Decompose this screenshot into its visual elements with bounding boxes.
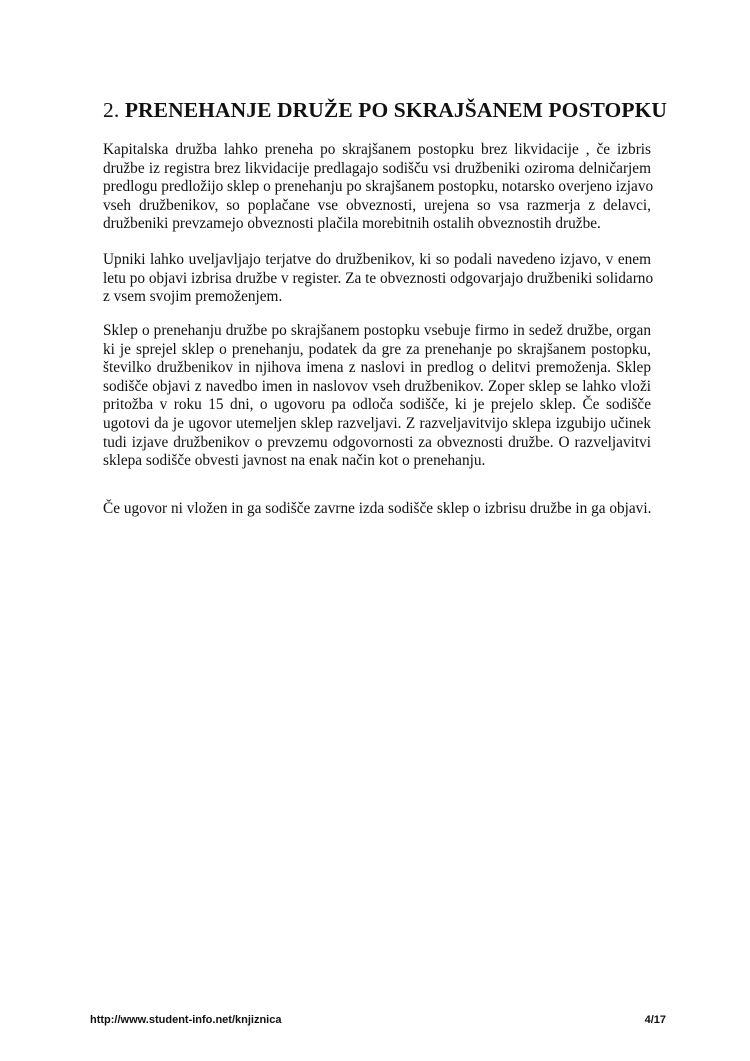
section-number: 2.: [103, 98, 120, 122]
text-line: ki je sprejel sklep o prenehanju, podatek da gre za prenehanje po skrajšanem postopku,: [103, 340, 651, 358]
paragraph-3: [103, 322, 651, 471]
section-title: PRENEHANJE DRUŽE PO SKRAJŠANEM POSTOPKU: [124, 98, 668, 122]
page-number: 4/17: [644, 1014, 666, 1026]
text-line: ugotovi da je ugovor utemeljen sklep razveljavi. Z razveljavitvijo sklepa izgubijo učinek: [103, 414, 651, 432]
section-heading: [103, 98, 667, 123]
text-line: Kapitalska družba lahko preneha po skrajšanem postopku brez likvidacije , če izbris: [103, 141, 651, 158]
text-line: družbeniki prevzamejo obveznosti plačila morebitnih ostalih obveznostih družbe.: [103, 215, 601, 233]
text-line: tudi izjave družbenikov o prevzemu odgovornosti za obveznosti družbe. O razveljavitvi: [103, 433, 651, 451]
text-line: letu po objavi izbrisa družbe v register. Za te obveznosti odgovarjajo družbeniki solidarno: [103, 269, 654, 287]
text-line: številko družbenikov in njihova imena z naslovi in predlog o delitvi premoženja. Sklep: [103, 359, 651, 377]
text-line: Sklep o prenehanju družbe po skrajšanem postopku vsebuje firmo in sedež družbe, organ: [103, 322, 651, 339]
text-line: Upniki lahko uveljavljajo terjatve do družbenikov, ki so podali navedeno izjavo, v enem: [103, 251, 651, 268]
text-line: družbe iz registra brez likvidacije predlagajo sodišču vsi družbeniki oziroma delničarjem: [103, 159, 651, 177]
text-line: sodišče objavi z navedbo imen in naslovov vseh družbenikov. Zoper sklep se lahko vloži: [103, 377, 651, 395]
text-line: sklepa sodišče obvesti javnost na enak način kot o prenehanju.: [103, 452, 486, 470]
text-line: predlogu predložijo sklep o prenehanju po skrajšanem postopku, notarsko overjeno izjavo: [103, 178, 654, 196]
text-line: z vsem svojim premoženjem.: [103, 288, 283, 306]
paragraph-1: [103, 141, 654, 234]
text-line: pritožba v roku 15 dni, o ugovoru pa odloča sodišče, ki je prejelo sklep. Če sodišče: [103, 396, 651, 414]
footer-url: http://www.student-info.net/knjiznica: [90, 1014, 282, 1026]
text-line: vseh družbenikov, so poplačane vse obveznosti, urejena so vsa razmerja z delavci,: [103, 196, 651, 214]
paragraph-2: [103, 251, 654, 307]
text-line: Če ugovor ni vložen in ga sodišče zavrne izda sodišče sklep o izbrisu družbe in ga objavi.: [103, 500, 652, 517]
paragraph-4: [103, 500, 651, 519]
